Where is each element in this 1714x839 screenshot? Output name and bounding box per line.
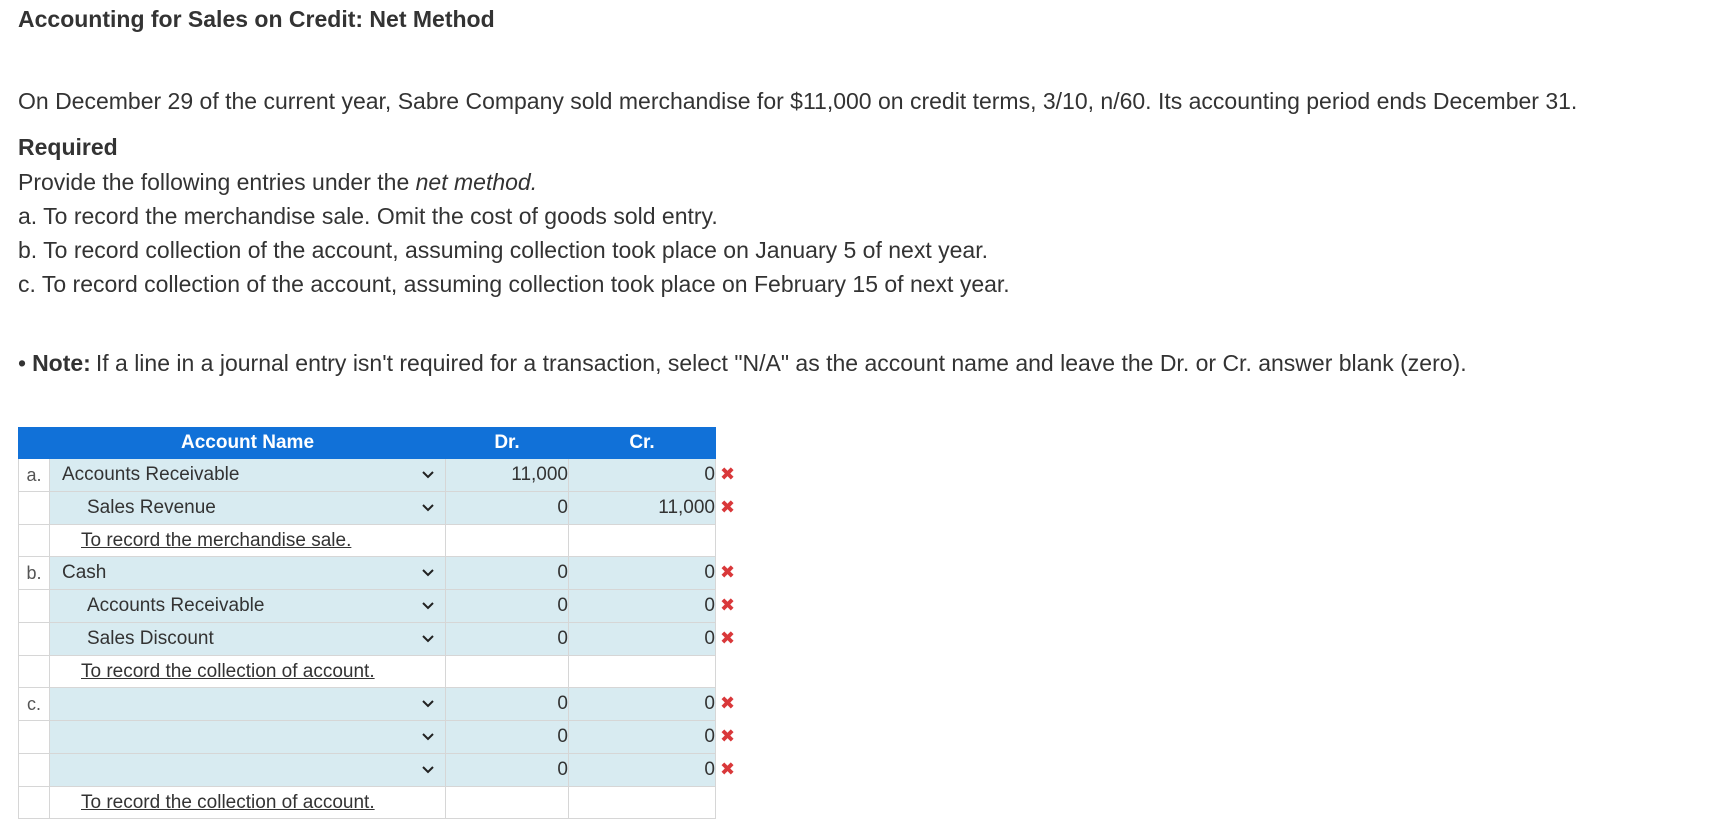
table-row bbox=[19, 688, 747, 721]
credit-input-b1[interactable]: 0 bbox=[569, 557, 716, 590]
debit-input-a1[interactable]: 11,000 bbox=[446, 459, 569, 492]
debit-input-c1[interactable]: 0 bbox=[446, 688, 569, 721]
memo-text: To record the collection of account. bbox=[81, 791, 375, 813]
table-row bbox=[19, 623, 747, 656]
incorrect-icon: ✖ bbox=[720, 595, 736, 615]
header-letter bbox=[19, 428, 50, 459]
account-select-c3[interactable] bbox=[50, 754, 446, 787]
account-select-a2[interactable] bbox=[50, 492, 446, 525]
page-title: Accounting for Sales on Credit: Net Method bbox=[18, 6, 495, 32]
account-select-b2[interactable] bbox=[50, 590, 446, 623]
chevron-down-icon bbox=[419, 695, 437, 713]
account-select-c2[interactable] bbox=[50, 721, 446, 754]
incorrect-icon: ✖ bbox=[720, 464, 736, 484]
table-row bbox=[19, 525, 747, 557]
credit-input-a1[interactable]: 0 bbox=[569, 459, 716, 492]
incorrect-icon: ✖ bbox=[720, 693, 736, 713]
incorrect-icon: ✖ bbox=[720, 628, 736, 648]
table-row bbox=[19, 656, 747, 688]
memo-b bbox=[50, 656, 446, 688]
memo-text: To record the collection of account. bbox=[81, 660, 375, 682]
chevron-down-icon bbox=[419, 597, 437, 615]
note-label: Note: bbox=[32, 350, 91, 376]
account-select-b1[interactable] bbox=[50, 557, 446, 590]
note bbox=[18, 346, 1467, 380]
debit-input-a2[interactable]: 0 bbox=[446, 492, 569, 525]
debit-input-b1[interactable]: 0 bbox=[446, 557, 569, 590]
entry-letter-b: b. bbox=[19, 557, 50, 590]
account-name: Accounts Receivable bbox=[62, 464, 240, 485]
table-header-row bbox=[19, 428, 747, 459]
memo-text: To record the merchandise sale. bbox=[81, 529, 352, 551]
credit-input-b3[interactable]: 0 bbox=[569, 623, 716, 656]
required-item-a: a. To record the merchandise sale. Omit the cost of goods sold entry. bbox=[18, 203, 718, 229]
header-debit: Dr. bbox=[446, 428, 569, 459]
chevron-down-icon bbox=[419, 466, 437, 484]
required-item-c: c. To record collection of the account, assuming collection took place on February 15 of next year. bbox=[18, 271, 1010, 297]
header-account-name: Account Name bbox=[50, 428, 446, 459]
entry-letter-a: a. bbox=[19, 459, 50, 492]
required-instruction-prefix: Provide the following entries under the bbox=[18, 169, 416, 195]
chevron-down-icon bbox=[419, 761, 437, 779]
account-select-c1[interactable] bbox=[50, 688, 446, 721]
credit-input-a2[interactable]: 11,000 bbox=[569, 492, 716, 525]
account-name: Sales Discount bbox=[87, 628, 214, 649]
account-select-a1[interactable] bbox=[50, 459, 446, 492]
account-name: Accounts Receivable bbox=[87, 595, 265, 616]
incorrect-icon: ✖ bbox=[720, 562, 736, 582]
required-instruction bbox=[18, 165, 537, 199]
account-name: Cash bbox=[62, 562, 107, 583]
note-bullet: • bbox=[18, 350, 27, 376]
table-row bbox=[19, 590, 747, 623]
debit-input-b3[interactable]: 0 bbox=[446, 623, 569, 656]
credit-input-c2[interactable]: 0 bbox=[569, 721, 716, 754]
incorrect-icon: ✖ bbox=[720, 497, 736, 517]
memo-c bbox=[50, 787, 446, 819]
credit-input-c3[interactable]: 0 bbox=[569, 754, 716, 787]
chevron-down-icon bbox=[419, 728, 437, 746]
journal-entry-table bbox=[18, 427, 747, 819]
account-select-b3[interactable] bbox=[50, 623, 446, 656]
credit-input-b2[interactable]: 0 bbox=[569, 590, 716, 623]
memo-a bbox=[50, 525, 446, 557]
incorrect-icon: ✖ bbox=[720, 759, 736, 779]
debit-input-c3[interactable]: 0 bbox=[446, 754, 569, 787]
required-item-b: b. To record collection of the account, assuming collection took place on January 5 of next year. bbox=[18, 237, 988, 263]
credit-input-c1[interactable]: 0 bbox=[569, 688, 716, 721]
entry-letter-c: c. bbox=[19, 688, 50, 721]
chevron-down-icon bbox=[419, 630, 437, 648]
required-instruction-emphasis: net method. bbox=[415, 169, 538, 195]
chevron-down-icon bbox=[419, 499, 437, 517]
table-row bbox=[19, 459, 747, 492]
chevron-down-icon bbox=[419, 564, 437, 582]
problem-intro: On December 29 of the current year, Sabre Company sold merchandise for $11,000 on credit terms, 3/10, n/60. Its accounting period ends December 31. bbox=[18, 88, 1578, 114]
table-row bbox=[19, 492, 747, 525]
required-heading: Required bbox=[18, 134, 118, 160]
table-row bbox=[19, 557, 747, 590]
table-row bbox=[19, 787, 747, 819]
header-credit: Cr. bbox=[569, 428, 716, 459]
incorrect-icon: ✖ bbox=[720, 726, 736, 746]
debit-input-c2[interactable]: 0 bbox=[446, 721, 569, 754]
header-status bbox=[716, 428, 747, 459]
debit-input-b2[interactable]: 0 bbox=[446, 590, 569, 623]
table-row bbox=[19, 754, 747, 787]
account-name: Sales Revenue bbox=[87, 497, 216, 518]
table-row bbox=[19, 721, 747, 754]
note-text: If a line in a journal entry isn't required for a transaction, select "N/A" as the account name and leave the Dr. or Cr. answer blank (zero). bbox=[95, 350, 1467, 376]
